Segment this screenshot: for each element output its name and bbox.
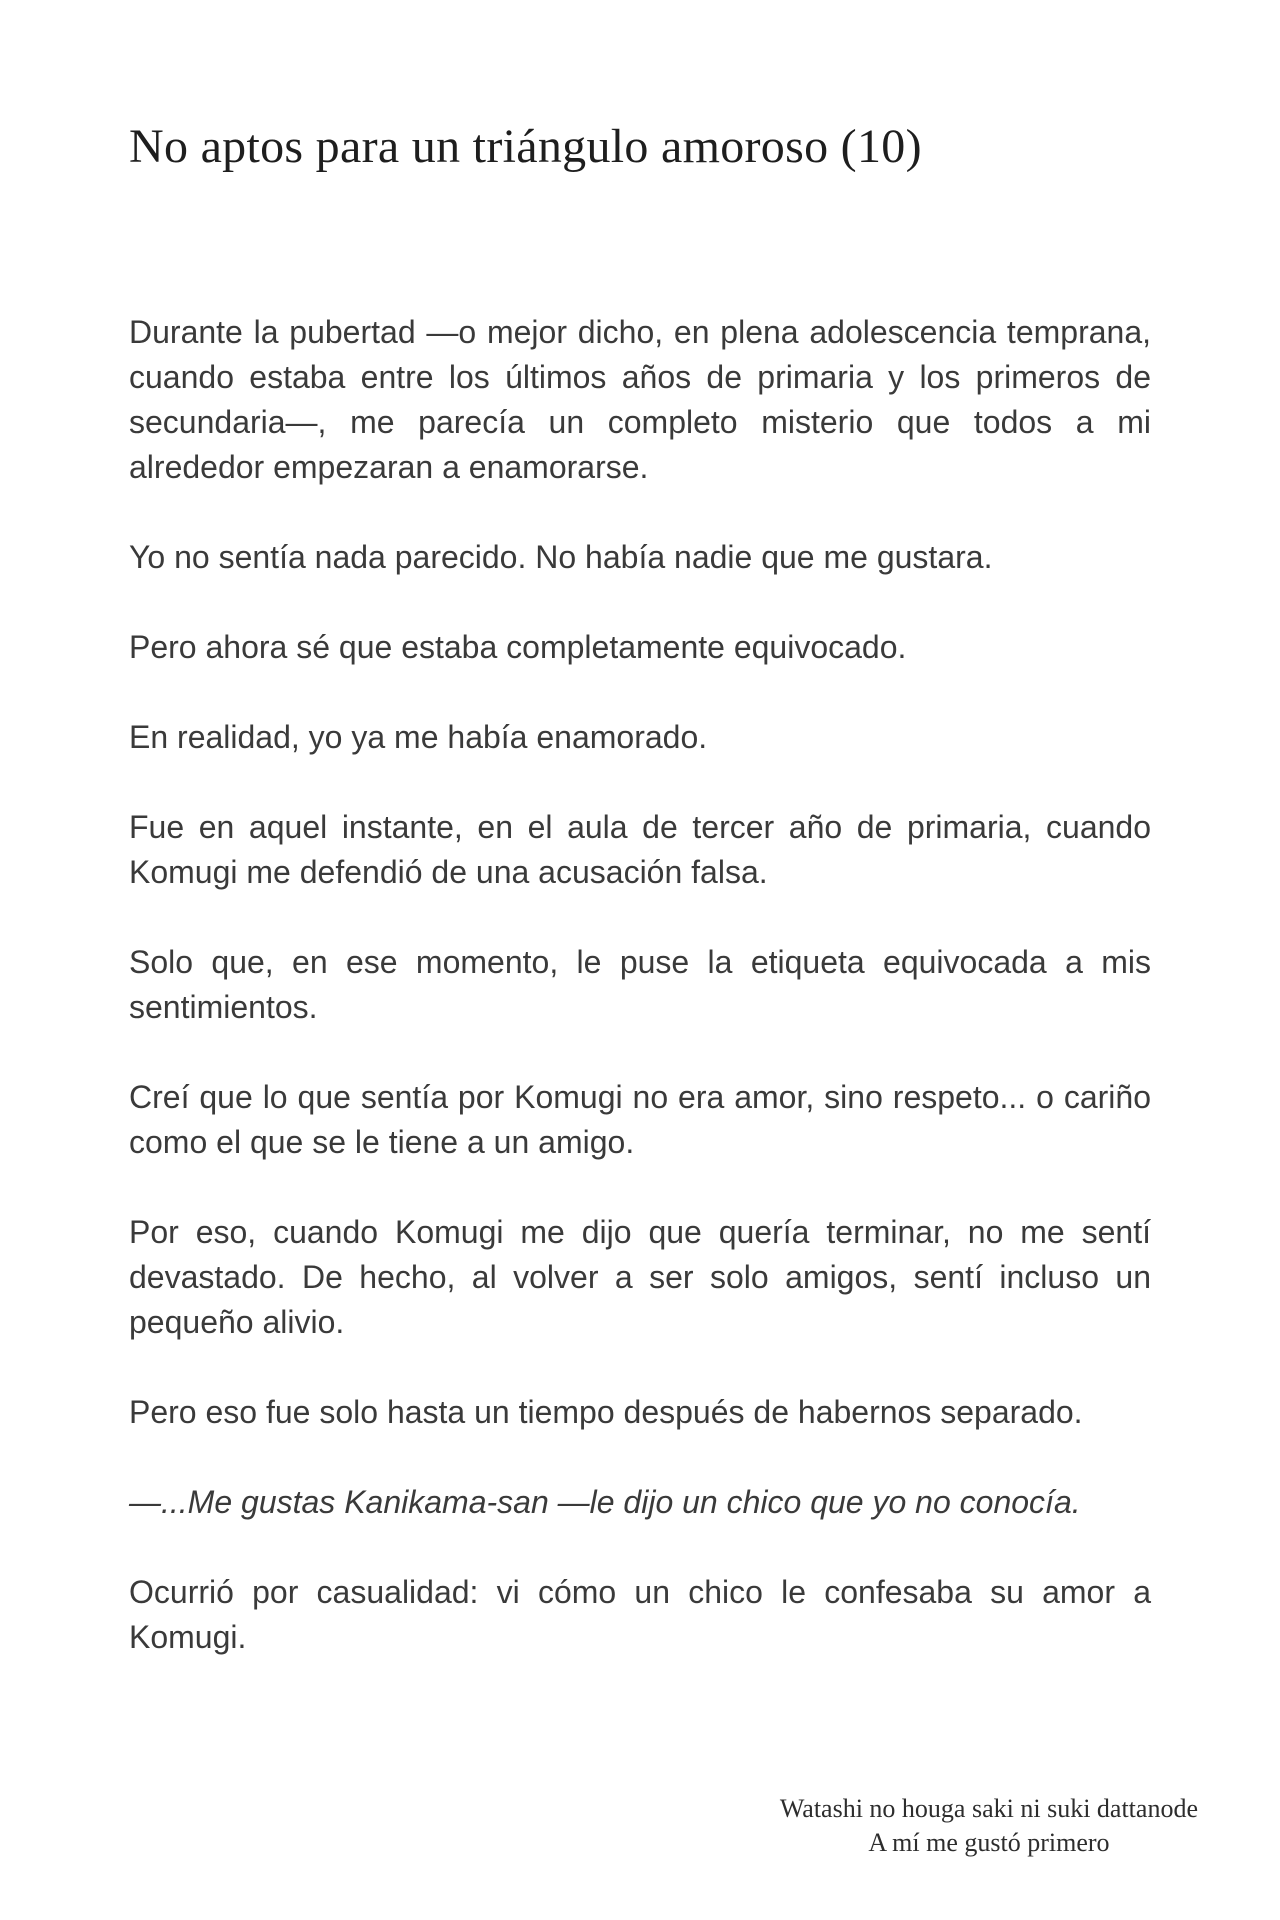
paragraph: Solo que, en ese momento, le puse la etiqueta equivocada a mis sentimientos. [129, 944, 1151, 1025]
paragraph: Por eso, cuando Komugi me dijo que quería terminar, no me sentí devastado. De hecho, al volver a ser solo amigos, sentí incluso un pequeño alivio. [129, 1214, 1151, 1340]
chapter-body [129, 310, 1151, 1660]
paragraph: Durante la pubertad —o mejor dicho, en plena adolescencia temprana, cuando estaba entre los últimos años de primaria y los primeros de secundaria—, me parecía un completo misterio que todos a mi alrededor empezaran a enamorarse. [129, 314, 1151, 485]
paragraph: Creí que lo que sentía por Komugi no era amor, sino respeto... o cariño como el que se le tiene a un amigo. [129, 1079, 1151, 1160]
paragraph: Pero eso fue solo hasta un tiempo después de habernos separado. [129, 1394, 1083, 1430]
paragraph: En realidad, yo ya me había enamorado. [129, 719, 708, 755]
paragraph: Ocurrió por casualidad: vi cómo un chico le confesaba su amor a Komugi. [129, 1574, 1151, 1655]
footer-title-block [780, 1792, 1198, 1860]
footer-spanish-title: A mí me gustó primero [868, 1828, 1110, 1857]
paragraph-dialogue: —...Me gustas Kanikama-san —le dijo un chico que yo no conocía. [129, 1484, 1081, 1520]
paragraph: Yo no sentía nada parecido. No había nadie que me gustara. [129, 539, 993, 575]
footer-romaji-title: Watashi no houga saki ni suki dattanode [779, 1794, 1198, 1823]
paragraph: Fue en aquel instante, en el aula de tercer año de primaria, cuando Komugi me defendió de una acusación falsa. [129, 809, 1151, 890]
paragraph: Pero ahora sé que estaba completamente equivocado. [129, 629, 907, 665]
chapter-title: No aptos para un triángulo amoroso (10) [129, 120, 922, 173]
